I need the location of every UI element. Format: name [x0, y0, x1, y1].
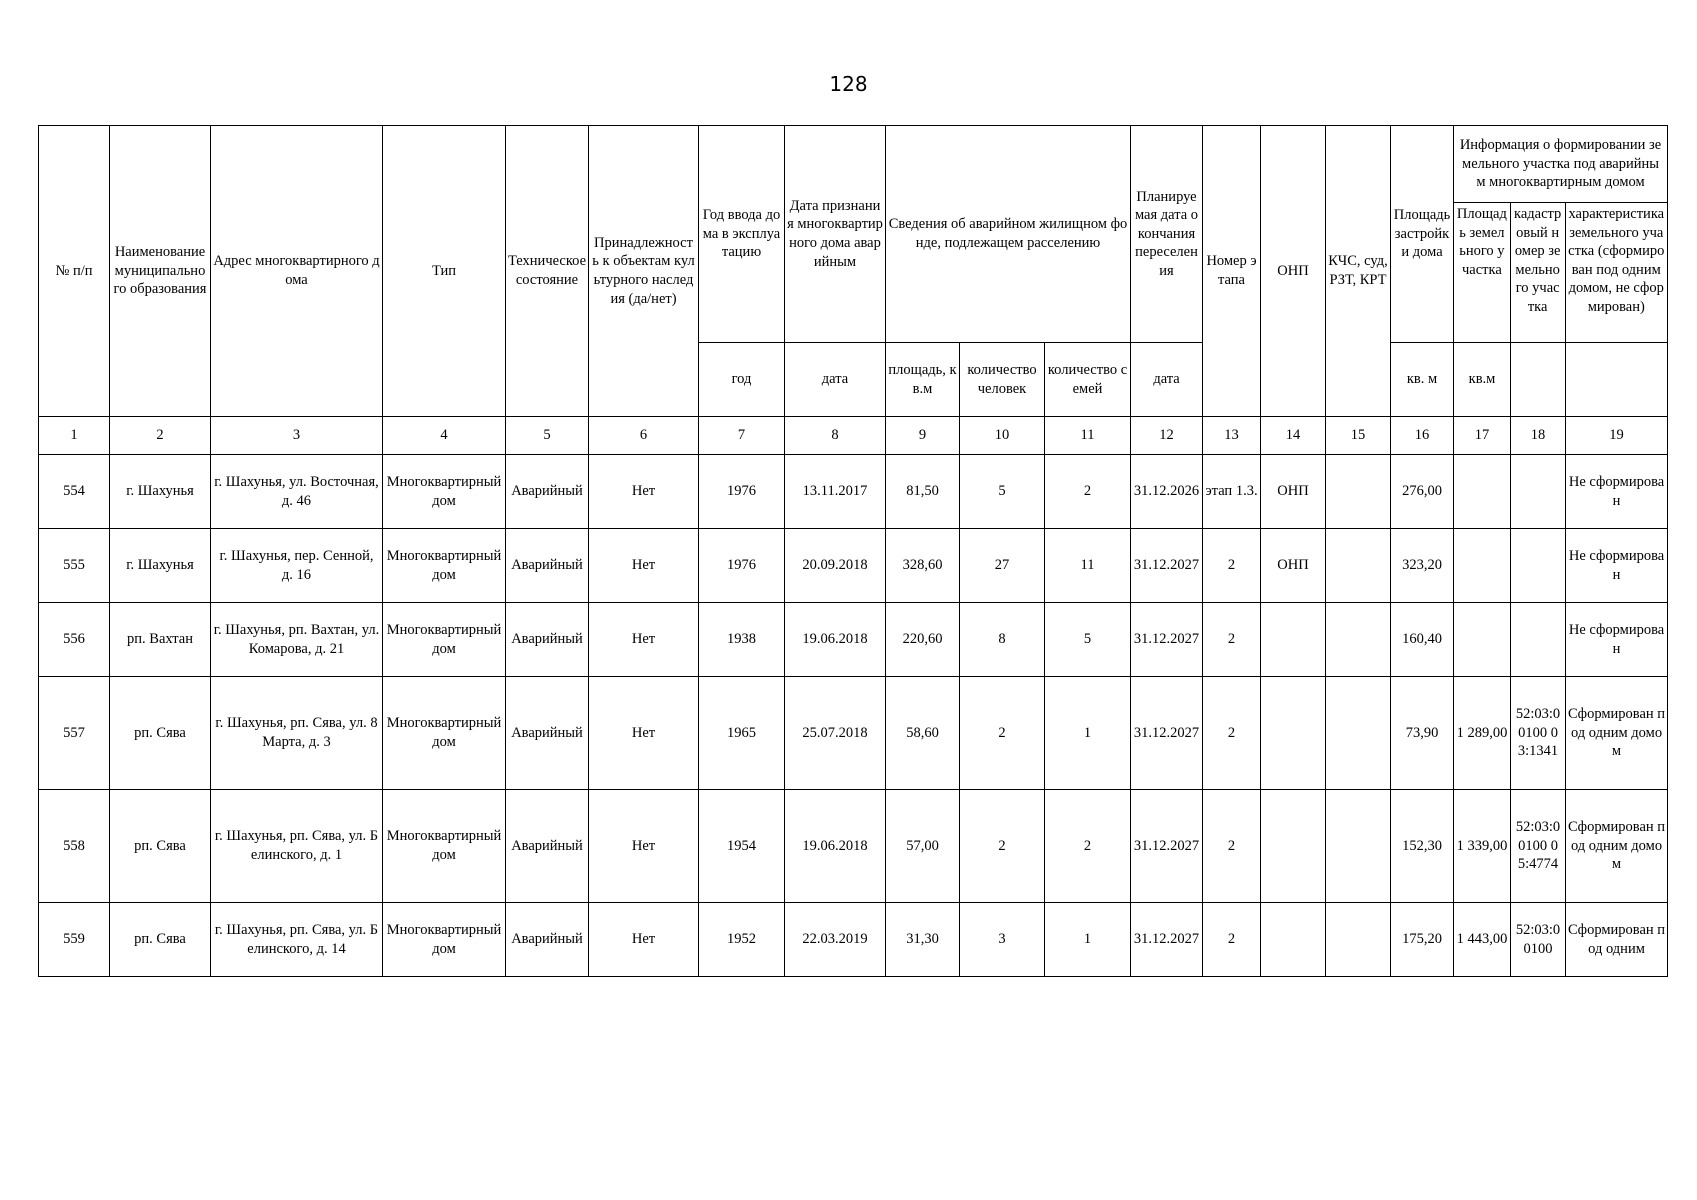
- cell-people: 2: [960, 677, 1045, 790]
- cell-state: Аварийный: [506, 903, 589, 977]
- table-row: [39, 790, 1668, 903]
- cell-families: 1: [1045, 677, 1131, 790]
- subheader-people: количество человек: [960, 343, 1045, 417]
- cell-plan-date: 31.12.2026: [1131, 455, 1203, 529]
- cell-heritage: Нет: [589, 603, 699, 677]
- cell-kchs: [1326, 677, 1391, 790]
- cell-stage: 2: [1203, 903, 1261, 977]
- column-number: 8: [785, 417, 886, 455]
- cell-stage: 2: [1203, 677, 1261, 790]
- column-number: 6: [589, 417, 699, 455]
- cell-onp: [1261, 677, 1326, 790]
- cell-plot-area: [1454, 529, 1511, 603]
- cell-people: 3: [960, 903, 1045, 977]
- cell-n: 559: [39, 903, 110, 977]
- cell-address: г. Шахунья, рп. Сява, ул. Белинского, д. 1: [211, 790, 383, 903]
- subheader-sqm: кв. м: [1391, 343, 1454, 417]
- cell-plot-status: Сформирован под одним домом: [1566, 790, 1668, 903]
- cell-kchs: [1326, 455, 1391, 529]
- cell-date: 13.11.2017: [785, 455, 886, 529]
- cell-mo: г. Шахунья: [110, 455, 211, 529]
- cell-n: 557: [39, 677, 110, 790]
- cell-mo: рп. Сява: [110, 790, 211, 903]
- subheader-sqm-plot: кв.м: [1454, 343, 1511, 417]
- cell-cadastral: [1511, 603, 1566, 677]
- cell-mo: рп. Сява: [110, 677, 211, 790]
- subheader-date: дата: [785, 343, 886, 417]
- cell-cadastral: 52:03:00100 05:4774: [1511, 790, 1566, 903]
- cell-onp: ОНП: [1261, 529, 1326, 603]
- cell-plot-area: [1454, 455, 1511, 529]
- column-number: 9: [886, 417, 960, 455]
- cell-address: г. Шахунья, рп. Сява, ул. 8 Марта, д. 3: [211, 677, 383, 790]
- table-body: [39, 417, 1668, 977]
- cell-area: 57,00: [886, 790, 960, 903]
- cell-heritage: Нет: [589, 677, 699, 790]
- column-number: 7: [699, 417, 785, 455]
- cell-year: 1965: [699, 677, 785, 790]
- column-number: 13: [1203, 417, 1261, 455]
- header-onp: ОНП: [1261, 126, 1326, 417]
- cell-onp: [1261, 790, 1326, 903]
- cell-date: 19.06.2018: [785, 603, 886, 677]
- cell-plot-area: 1 443,00: [1454, 903, 1511, 977]
- cell-date: 19.06.2018: [785, 790, 886, 903]
- cell-state: Аварийный: [506, 529, 589, 603]
- cell-stage: 2: [1203, 529, 1261, 603]
- table-row: [39, 529, 1668, 603]
- header-emergency-date: Дата признания многоквартирного дома аварийным: [785, 126, 886, 343]
- subheader-plot-status: [1566, 343, 1668, 417]
- cell-state: Аварийный: [506, 603, 589, 677]
- cell-build-area: 175,20: [1391, 903, 1454, 977]
- cell-families: 5: [1045, 603, 1131, 677]
- cell-build-area: 73,90: [1391, 677, 1454, 790]
- cell-heritage: Нет: [589, 790, 699, 903]
- cell-n: 558: [39, 790, 110, 903]
- column-number: 1: [39, 417, 110, 455]
- table-row: [39, 455, 1668, 529]
- cell-families: 11: [1045, 529, 1131, 603]
- cell-heritage: Нет: [589, 903, 699, 977]
- table-row: [39, 903, 1668, 977]
- column-number: 3: [211, 417, 383, 455]
- column-number-row: [39, 417, 1668, 455]
- header-plot-area: Площадь земельного участка: [1454, 203, 1511, 342]
- header-address: Адрес многоквартирного дома: [211, 126, 383, 417]
- header-building-area: Площадь застройки дома: [1391, 126, 1454, 343]
- header-number: № п/п: [39, 126, 110, 417]
- cell-plot-status: Не сформирован: [1566, 603, 1668, 677]
- cell-build-area: 152,30: [1391, 790, 1454, 903]
- cell-year: 1954: [699, 790, 785, 903]
- subheader-cadastral: [1511, 343, 1566, 417]
- cell-address: г. Шахунья, ул. Восточная, д. 46: [211, 455, 383, 529]
- subheader-plan-date: дата: [1131, 343, 1203, 417]
- cell-plan-date: 31.12.2027: [1131, 790, 1203, 903]
- cell-plot-area: [1454, 603, 1511, 677]
- cell-mo: г. Шахунья: [110, 529, 211, 603]
- column-number: 18: [1511, 417, 1566, 455]
- cell-type: Многоквартирный дом: [383, 790, 506, 903]
- table-row: [39, 603, 1668, 677]
- cell-heritage: Нет: [589, 455, 699, 529]
- cell-state: Аварийный: [506, 790, 589, 903]
- cell-plan-date: 31.12.2027: [1131, 603, 1203, 677]
- header-planned-date: Планируемая дата окончания переселения: [1131, 126, 1203, 343]
- cell-build-area: 276,00: [1391, 455, 1454, 529]
- cell-year: 1976: [699, 455, 785, 529]
- header-technical-state: Техническое состояние: [506, 126, 589, 417]
- cell-plan-date: 31.12.2027: [1131, 903, 1203, 977]
- cell-cadastral: 52:03:00100: [1511, 903, 1566, 977]
- cell-onp: ОНП: [1261, 455, 1326, 529]
- column-number: 4: [383, 417, 506, 455]
- subheader-area: площадь, кв.м: [886, 343, 960, 417]
- cell-date: 20.09.2018: [785, 529, 886, 603]
- cell-build-area: 323,20: [1391, 529, 1454, 603]
- cell-date: 22.03.2019: [785, 903, 886, 977]
- header-type: Тип: [383, 126, 506, 417]
- cell-state: Аварийный: [506, 677, 589, 790]
- cell-state: Аварийный: [506, 455, 589, 529]
- cell-plot-status: Сформирован под одним: [1566, 903, 1668, 977]
- cell-type: Многоквартирный дом: [383, 455, 506, 529]
- column-number: 19: [1566, 417, 1668, 455]
- table-row: [39, 677, 1668, 790]
- cell-kchs: [1326, 903, 1391, 977]
- column-number: 2: [110, 417, 211, 455]
- column-number: 16: [1391, 417, 1454, 455]
- cell-date: 25.07.2018: [785, 677, 886, 790]
- cell-people: 27: [960, 529, 1045, 603]
- column-number: 15: [1326, 417, 1391, 455]
- cell-stage: 2: [1203, 790, 1261, 903]
- column-number: 5: [506, 417, 589, 455]
- cell-people: 5: [960, 455, 1045, 529]
- header-land-plot-title: Информация о формировании земельного участка под аварийным многоквартирным домом: [1454, 126, 1667, 203]
- cell-people: 2: [960, 790, 1045, 903]
- cell-plot-status: Не сформирован: [1566, 455, 1668, 529]
- cell-plot-status: Сформирован под одним домом: [1566, 677, 1668, 790]
- cell-type: Многоквартирный дом: [383, 529, 506, 603]
- column-number: 17: [1454, 417, 1511, 455]
- header-kchs: КЧС, суд, РЗТ, КРТ: [1326, 126, 1391, 417]
- page-number: 128: [829, 72, 868, 96]
- header-municipality: Наименование муниципального образования: [110, 126, 211, 417]
- cell-address: г. Шахунья, рп. Вахтан, ул. Комарова, д. 21: [211, 603, 383, 677]
- header-land-plot-group: [1454, 126, 1668, 343]
- cell-address: г. Шахунья, рп. Сява, ул. Белинского, д. 14: [211, 903, 383, 977]
- cell-heritage: Нет: [589, 529, 699, 603]
- cell-plot-area: 1 339,00: [1454, 790, 1511, 903]
- cell-plot-status: Не сформирован: [1566, 529, 1668, 603]
- cell-type: Многоквартирный дом: [383, 903, 506, 977]
- subheader-families: количество семей: [1045, 343, 1131, 417]
- cell-onp: [1261, 903, 1326, 977]
- cell-families: 1: [1045, 903, 1131, 977]
- header-stage: Номер этапа: [1203, 126, 1261, 417]
- cell-plan-date: 31.12.2027: [1131, 529, 1203, 603]
- cell-area: 328,60: [886, 529, 960, 603]
- column-number: 14: [1261, 417, 1326, 455]
- cell-area: 81,50: [886, 455, 960, 529]
- cell-plot-area: 1 289,00: [1454, 677, 1511, 790]
- cell-type: Многоквартирный дом: [383, 677, 506, 790]
- cell-mo: рп. Сява: [110, 903, 211, 977]
- cell-cadastral: [1511, 529, 1566, 603]
- header-plot-status: характеристика земельного участка (сформирован под одним домом, не сформирован): [1568, 206, 1665, 315]
- header-heritage: Принадлежность к объектам культурного наследия (да/нет): [589, 126, 699, 417]
- cell-year: 1952: [699, 903, 785, 977]
- cell-mo: рп. Вахтан: [110, 603, 211, 677]
- cell-cadastral: 52:03:00100 03:1341: [1511, 677, 1566, 790]
- cell-area: 31,30: [886, 903, 960, 977]
- cell-type: Многоквартирный дом: [383, 603, 506, 677]
- column-number: 12: [1131, 417, 1203, 455]
- cell-area: 58,60: [886, 677, 960, 790]
- column-number: 11: [1045, 417, 1131, 455]
- cell-people: 8: [960, 603, 1045, 677]
- cell-n: 556: [39, 603, 110, 677]
- cell-families: 2: [1045, 455, 1131, 529]
- cell-year: 1938: [699, 603, 785, 677]
- subheader-year: год: [699, 343, 785, 417]
- cell-address: г. Шахунья, пер. Сенной, д. 16: [211, 529, 383, 603]
- cell-onp: [1261, 603, 1326, 677]
- cell-plan-date: 31.12.2027: [1131, 677, 1203, 790]
- cell-area: 220,60: [886, 603, 960, 677]
- cell-cadastral: [1511, 455, 1566, 529]
- cell-build-area: 160,40: [1391, 603, 1454, 677]
- cell-kchs: [1326, 529, 1391, 603]
- header-emergency-fund-group: Сведения об аварийном жилищном фонде, подлежащем расселению: [886, 126, 1131, 343]
- cell-stage: этап 1.3.: [1203, 455, 1261, 529]
- cell-kchs: [1326, 790, 1391, 903]
- cell-kchs: [1326, 603, 1391, 677]
- column-number: 10: [960, 417, 1045, 455]
- emergency-housing-table: [38, 125, 1668, 977]
- cell-n: 554: [39, 455, 110, 529]
- cell-year: 1976: [699, 529, 785, 603]
- header-commission-year: Год ввода дома в эксплуатацию: [699, 126, 785, 343]
- header-cadastral: кадастровый номер земельного участка: [1511, 203, 1566, 342]
- cell-families: 2: [1045, 790, 1131, 903]
- cell-n: 555: [39, 529, 110, 603]
- cell-stage: 2: [1203, 603, 1261, 677]
